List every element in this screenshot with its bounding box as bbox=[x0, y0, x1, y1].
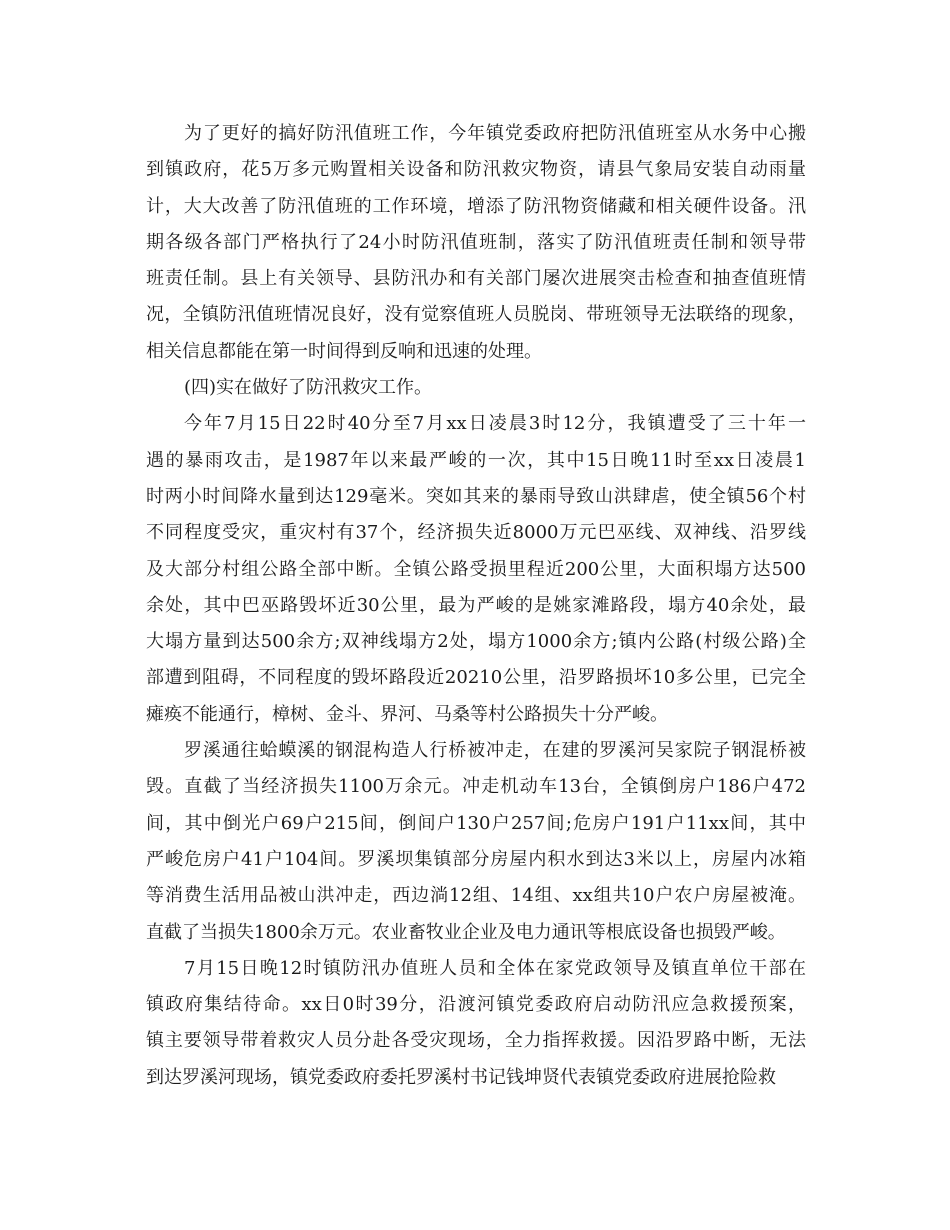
paragraph bbox=[146, 951, 806, 1096]
text-line: 况，全镇防汛值班情况良好，没有觉察值班人员脱岗、带班领导无法联络的现象， bbox=[146, 304, 806, 326]
text-line: 到达罗溪河现场，镇党委政府委托罗溪村书记钱坤贤代表镇党委政府进展抢险救 bbox=[146, 1066, 776, 1088]
text-line: 为了更好的搞好防汛值班工作，今年镇党委政府把防汛值班室从水务中心搬 bbox=[184, 123, 806, 144]
document-page bbox=[146, 116, 806, 1096]
paragraph bbox=[146, 116, 806, 370]
text-line: 班责任制。县上有关领导、县防汛办和有关部门屡次进展突击检查和抽查值班情 bbox=[146, 268, 806, 290]
text-line: 及大部分村组公路全部中断。全镇公路受损里程近200公里，大面积塌方达500 bbox=[146, 558, 806, 580]
text-line: 计，大大改善了防汛值班的工作环境，增添了防汛物资储藏和相关硬件设备。汛 bbox=[146, 195, 806, 217]
text-line: 镇政府集结待命。xx日0时39分，沿渡河镇党委政府启动防汛应急救援预案， bbox=[146, 994, 806, 1016]
text-line: 瘫痪不能通行，樟树、金斗、界河、马桑等村公路损失十分严峻。 bbox=[146, 703, 668, 725]
paragraph bbox=[146, 370, 806, 406]
text-line: 不同程度受灾，重灾村有37个，经济损失近8000万元巴巫线、双神线、沿罗线 bbox=[146, 522, 806, 544]
text-line: 部遭到阻碍，不同程度的毁坏路段近20210公里，沿罗路损坏10多公里，已完全 bbox=[146, 667, 806, 689]
text-line: 时两小时间降水量到达129毫米。突如其来的暴雨导致山洪肆虐，使全镇56个村 bbox=[146, 485, 806, 507]
text-line: 7月15日晚12时镇防汛办值班人员和全体在家党政领导及镇直单位干部在 bbox=[184, 957, 806, 979]
text-line: 等消费生活用品被山洪冲走，西边淌12组、14组、xx组共10户农户房屋被淹。 bbox=[146, 885, 806, 907]
text-line: 今年7月15日22时40分至7月xx日凌晨3时12分，我镇遭受了三十年一 bbox=[184, 413, 806, 435]
text-line: 大塌方量到达500余方;双神线塌方2处，塌方1000余方;镇内公路(村级公路)全 bbox=[146, 631, 806, 653]
text-line: 直截了当损失1800余万元。农业畜牧业企业及电力通讯等根底设备也损毁严峻。 bbox=[146, 921, 786, 943]
text-line: 余处，其中巴巫路毁坏近30公里，最为严峻的是姚家滩路段，塌方40余处，最 bbox=[146, 594, 806, 616]
paragraph bbox=[146, 733, 806, 951]
text-line: 罗溪通往蛤蟆溪的钢混构造人行桥被冲走，在建的罗溪河吴家院子钢混桥被 bbox=[184, 740, 806, 762]
paragraph bbox=[146, 406, 806, 733]
text-line: 到镇政府，花5万多元购置相关设备和防汛救灾物资，请县气象局安装自动雨量 bbox=[146, 159, 806, 181]
text-line: 期各级各部门严格执行了24小时防汛值班制，落实了防汛值班责任制和领导带 bbox=[146, 231, 806, 253]
text-line: 相关信息都能在第一时间得到反响和迅速的处理。 bbox=[146, 340, 542, 362]
text-line: 镇主要领导带着救灾人员分赴各受灾现场，全力指挥救援。因沿罗路中断，无法 bbox=[146, 1030, 806, 1052]
text-line: 毁。直截了当经济损失1100万余元。冲走机动车13台，全镇倒房户186户472 bbox=[146, 776, 806, 798]
text-line: 遇的暴雨攻击，是1987年以来最严峻的一次，其中15日晚11时至xx日凌晨1 bbox=[146, 449, 806, 471]
text-line: (四)实在做好了防汛救灾工作。 bbox=[184, 377, 433, 399]
text-line: 严峻危房户41户104间。罗溪坝集镇部分房屋内积水到达3米以上，房屋内冰箱 bbox=[146, 848, 806, 870]
text-line: 间，其中倒光户69户215间，倒间户130户257间;危房户191户11xx间，其中 bbox=[146, 812, 806, 834]
